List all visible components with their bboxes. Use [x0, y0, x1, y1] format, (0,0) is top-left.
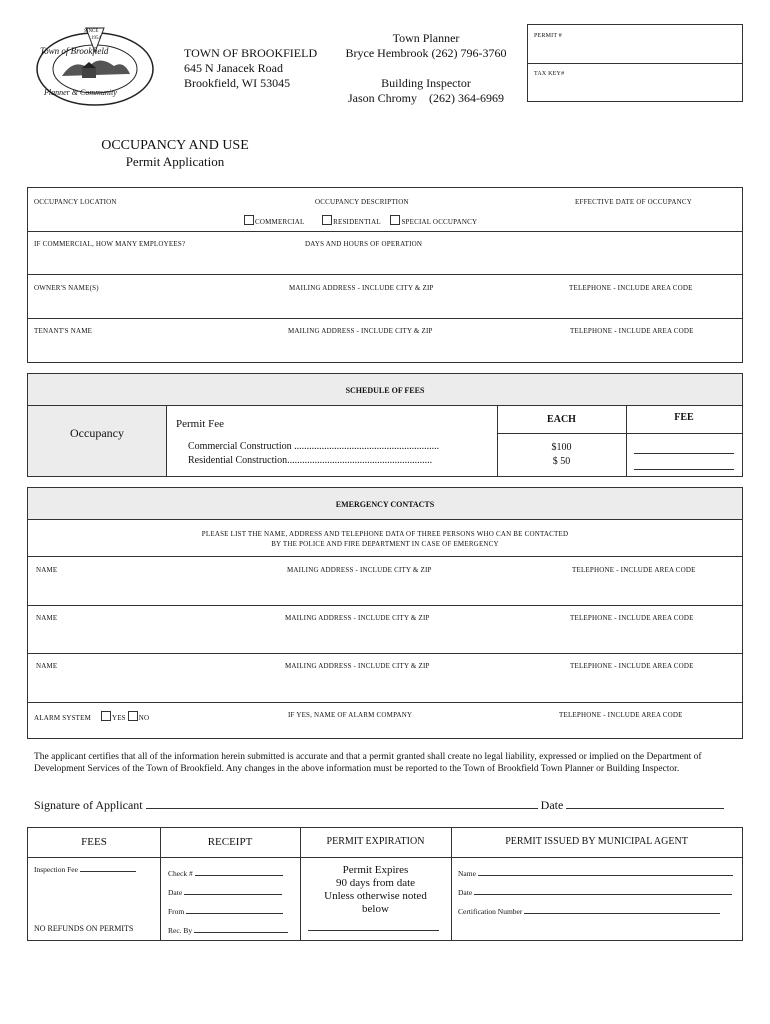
alarm-no-checkbox[interactable] — [128, 711, 138, 721]
form-title: OCCUPANCY AND USE — [101, 138, 249, 153]
owners-name-label: OWNER'S NAME(S) — [34, 284, 99, 292]
agent-fields — [458, 864, 733, 921]
occupancy-label: Occupancy — [70, 426, 124, 440]
residential-checkbox[interactable] — [322, 215, 332, 225]
inspector-block — [326, 76, 526, 106]
emergency-instructions — [28, 529, 742, 549]
logo-ring-bottom: Planner & Community — [44, 88, 117, 97]
org-name: TOWN OF BROOKFIELD — [184, 46, 318, 60]
certification-number-label: Certification Number — [458, 907, 523, 916]
effective-date-label: EFFECTIVE DATE OF OCCUPANCY — [575, 198, 692, 206]
residential-fee-field[interactable] — [634, 456, 734, 470]
no-refunds-notice: NO REFUNDS ON PERMITS — [34, 924, 134, 933]
expiration-col-header: PERMIT EXPIRATION — [326, 836, 425, 847]
tenants-name-label: TENANT'S NAME — [34, 327, 93, 335]
org-address-line2: Brookfield, WI 53045 — [184, 76, 291, 90]
org-address-block — [184, 46, 317, 91]
contact1-phone-label: TELEPHONE - INCLUDE AREA CODE — [572, 566, 696, 574]
tax-key-field[interactable] — [588, 67, 738, 97]
emergency-contacts-section — [27, 487, 743, 739]
alarm-system-label: ALARM SYSTEM — [34, 714, 92, 722]
town-logo — [34, 24, 156, 108]
fees-col-header: FEES — [81, 836, 107, 848]
check-number-label: Check # — [168, 869, 193, 878]
inspector-title: Building Inspector — [381, 76, 471, 90]
agent-date-label: Date — [458, 888, 473, 897]
inspection-fee-label: Inspection Fee — [34, 865, 78, 874]
contact2-name-label: NAME — [36, 614, 58, 622]
fee-descriptions — [188, 440, 488, 468]
expiration-line3: Unless otherwise noted — [324, 890, 427, 902]
office-use-table — [27, 827, 743, 941]
alarm-yes-label: YES — [111, 714, 126, 722]
occupancy-details-section — [27, 187, 743, 363]
occupancy-description-label: OCCUPANCY DESCRIPTION — [315, 198, 409, 206]
certification-text: The applicant certifies that all of the information herein submitted is accurate and that a permit granted shall create no legal liability, expressed or implied on the Department of Development Services of the Town of Brookfield. Any changes in the above information must be reported to the Town of Brookfield Town Planner or Building Inspector. — [34, 752, 702, 774]
commercial-construction-line: Commercial Construction .......................................................... — [188, 441, 440, 452]
expiration-date-field[interactable] — [308, 918, 439, 931]
contact2-phone-label: TELEPHONE - INCLUDE AREA CODE — [570, 614, 694, 622]
residential-amount: $ 50 — [552, 456, 571, 467]
contact3-mailing-label: MAILING ADDRESS - INCLUDE CITY & ZIP — [285, 662, 430, 670]
commercial-checkbox[interactable] — [244, 215, 254, 225]
receipt-col-header: RECEIPT — [207, 836, 253, 848]
inspection-fee-row — [34, 864, 136, 874]
tax-key-label: TAX KEY# — [534, 71, 565, 77]
expiration-line4: below — [362, 903, 389, 915]
commercial-amount: $100 — [551, 442, 572, 453]
planner-block — [326, 31, 526, 61]
contact1-mailing-label: MAILING ADDRESS - INCLUDE CITY & ZIP — [287, 566, 432, 574]
occupancy-location-label: OCCUPANCY LOCATION — [34, 198, 117, 206]
owner-mailing-label: MAILING ADDRESS - INCLUDE CITY & ZIP — [289, 284, 434, 292]
certification-number-field[interactable] — [524, 906, 720, 914]
receipt-from-label: From — [168, 907, 185, 916]
agent-date-field[interactable] — [474, 887, 732, 895]
tenant-mailing-label: MAILING ADDRESS - INCLUDE CITY & ZIP — [288, 327, 433, 335]
days-hours-label: DAYS AND HOURS OF OPERATION — [305, 240, 423, 248]
form-title-block — [90, 138, 260, 170]
received-by-label: Rec. By — [168, 926, 193, 935]
contact3-name-label: NAME — [36, 662, 58, 670]
special-occupancy-label: SPECIAL OCCUPANCY — [401, 218, 478, 226]
inspector-contact: Jason Chromy (262) 364-6969 — [348, 91, 504, 105]
receipt-fields — [168, 864, 288, 940]
tenant-phone-label: TELEPHONE - INCLUDE AREA CODE — [570, 327, 694, 335]
special-occupancy-checkbox[interactable] — [390, 215, 400, 225]
receipt-date-field[interactable] — [184, 887, 282, 895]
form-subtitle: Permit Application — [125, 154, 225, 169]
alarm-company-label: IF YES, NAME OF ALARM COMPANY — [288, 711, 413, 719]
fees-header: SCHEDULE OF FEES — [345, 386, 425, 395]
signature-date-label: Date — [540, 798, 564, 812]
logo-ring-top: Town of Brookfield — [40, 46, 109, 56]
permit-number-field[interactable] — [588, 29, 738, 59]
signature-field[interactable] — [146, 797, 538, 809]
receipt-date-label: Date — [168, 888, 183, 897]
agent-name-field[interactable] — [478, 868, 733, 876]
logo-since: SINCE — [84, 29, 99, 34]
schedule-of-fees-section — [27, 373, 743, 477]
logo-year: 1954 — [91, 36, 101, 41]
inspection-fee-field[interactable] — [80, 864, 136, 872]
alarm-phone-label: TELEPHONE - INCLUDE AREA CODE — [559, 711, 683, 719]
occupancy-type-options — [244, 215, 477, 226]
expiration-line1: Permit Expires — [342, 864, 409, 876]
signature-date-field[interactable] — [566, 797, 724, 809]
alarm-no-label: NO — [138, 714, 150, 722]
contact3-phone-label: TELEPHONE - INCLUDE AREA CODE — [570, 662, 694, 670]
issued-col-header: PERMIT ISSUED BY MUNICIPAL AGENT — [505, 836, 688, 847]
commercial-label: COMMERCIAL — [255, 218, 305, 226]
emergency-header: EMERGENCY CONTACTS — [335, 500, 435, 509]
permit-number-label: PERMIT # — [534, 33, 562, 39]
fee-column-header: FEE — [674, 412, 694, 423]
fee-amounts — [497, 441, 626, 469]
receipt-from-field[interactable] — [186, 906, 283, 914]
alarm-yes-checkbox[interactable] — [101, 711, 111, 721]
contact1-name-label: NAME — [36, 566, 58, 574]
agent-name-label: Name — [458, 869, 476, 878]
planner-title: Town Planner — [392, 31, 460, 45]
signature-row — [34, 797, 742, 813]
employees-label: IF COMMERCIAL, HOW MANY EMPLOYEES? — [34, 240, 186, 248]
received-by-field[interactable] — [194, 925, 288, 933]
check-number-field[interactable] — [195, 868, 283, 876]
planner-contact: Bryce Hembrook (262) 796-3760 — [345, 46, 507, 60]
expiration-line2: 90 days from date — [335, 877, 416, 889]
emergency-instruction-line1: PLEASE LIST THE NAME, ADDRESS AND TELEPHONE DATA OF THREE PERSONS WHO CAN BE CONTACTED — [201, 530, 569, 538]
contact2-mailing-label: MAILING ADDRESS - INCLUDE CITY & ZIP — [285, 614, 430, 622]
permit-info-box — [527, 24, 743, 102]
residential-construction-line: Residential Construction.......................................................... — [188, 455, 433, 466]
org-address-line1: 645 N Janacek Road — [184, 61, 283, 75]
owner-phone-label: TELEPHONE - INCLUDE AREA CODE — [569, 284, 693, 292]
signature-label: Signature of Applicant — [34, 798, 143, 812]
expiration-note — [300, 864, 451, 916]
permit-fee-label: Permit Fee — [176, 418, 224, 430]
alarm-system-row — [34, 711, 149, 722]
residential-label: RESIDENTIAL — [333, 218, 381, 226]
commercial-fee-field[interactable] — [634, 440, 734, 454]
each-column-header: EACH — [547, 414, 576, 425]
emergency-instruction-line2: BY THE POLICE AND FIRE DEPARTMENT IN CASE OF EMERGENCY — [271, 540, 499, 548]
